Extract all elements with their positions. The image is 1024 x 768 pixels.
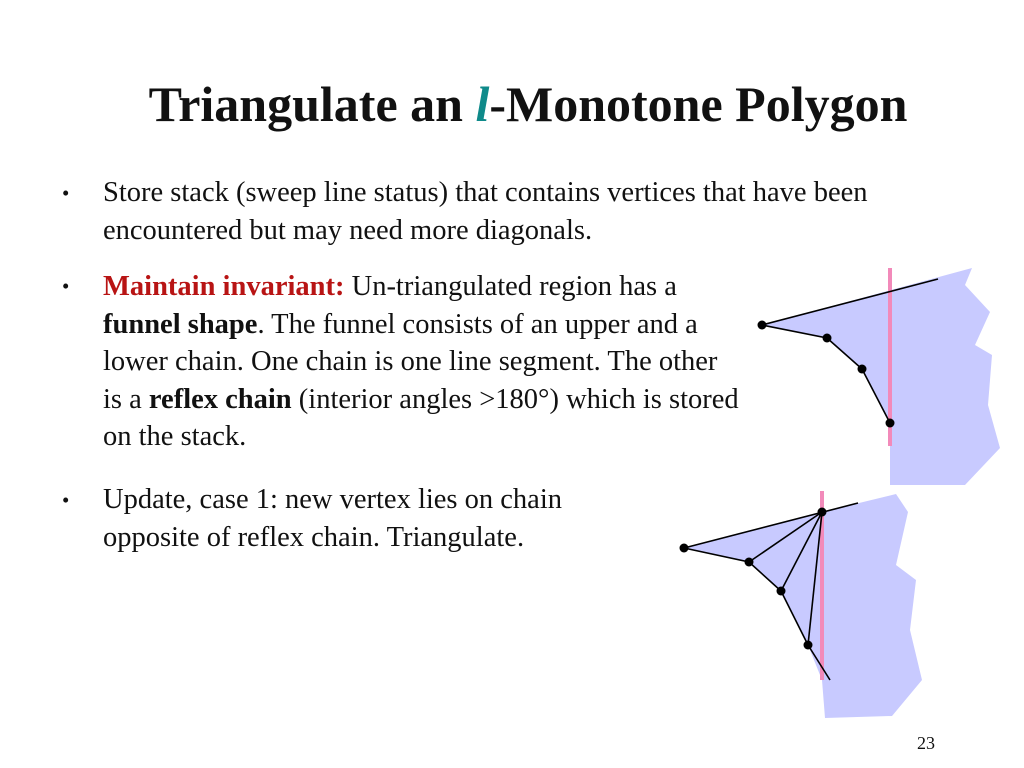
reflex-chain-term: reflex chain xyxy=(148,383,292,415)
bullet-2-text-c: (interior angles >180°) which is stored on the stack. xyxy=(103,383,739,452)
vertex xyxy=(858,365,867,374)
vertex xyxy=(680,544,689,553)
vertex xyxy=(777,587,786,596)
bullet-1-text: Store stack (sweep line status) that contains vertices that have been encountered but may need more diagonals. xyxy=(103,177,868,246)
funnel-diagram-bottom xyxy=(680,491,923,718)
bullet-3-text: Update, case 1: new vertex lies on chain opposite of reflex chain. Triangulate. xyxy=(103,484,562,553)
untriangulated-region xyxy=(762,268,1000,485)
invariant-label: Maintain invariant: xyxy=(103,271,345,302)
funnel-diagram-top xyxy=(758,268,1001,485)
vertex xyxy=(823,334,832,343)
vertex xyxy=(758,321,767,330)
new-vertex xyxy=(818,508,827,517)
bullet-2-text-b: . The funnel consists of an upper and a lower chain. One chain is one line segment. The other is a xyxy=(103,308,718,415)
remaining-region xyxy=(808,494,922,718)
funnel-shape-term: funnel shape xyxy=(103,308,258,340)
title-italic-l: l xyxy=(475,76,490,132)
bullet-icon: • xyxy=(62,488,70,512)
bullet-icon: • xyxy=(62,274,70,298)
title-part-1: Triangulate an xyxy=(148,76,476,132)
vertex xyxy=(745,558,754,567)
triangulated-fan-region xyxy=(684,512,822,645)
bullet-2-text-a: Un-triangulated region has a xyxy=(344,271,677,302)
page-number: 23 xyxy=(917,733,935,753)
vertex xyxy=(804,641,813,650)
bullet-icon: • xyxy=(62,181,70,205)
title-part-2: -Monotone Polygon xyxy=(489,76,908,132)
vertex xyxy=(886,419,895,428)
